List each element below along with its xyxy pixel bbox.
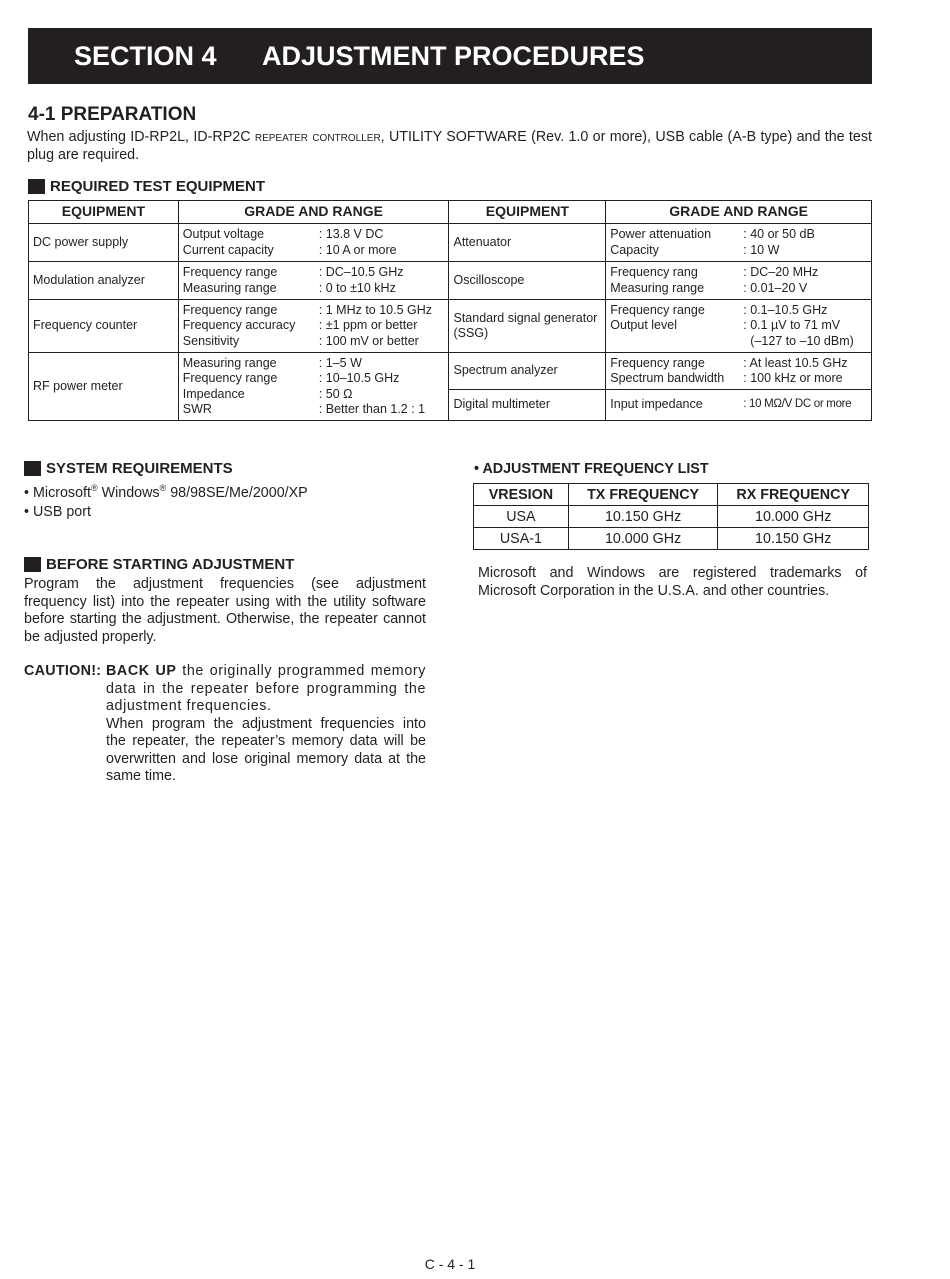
equipment-name: Frequency counter (29, 300, 179, 353)
section-title: ADJUSTMENT PROCEDURES (262, 41, 645, 71)
equipment-specs: Measuring range : 1–5 W Frequency range : 10–10.5 GHz Impedance : 50 Ω SWR : Better than 1.2 : 1 (178, 353, 449, 421)
caution-label: CAUTION!: (24, 663, 102, 679)
list-item: • USB port (24, 503, 91, 520)
caution-paragraph: BACK UP the originally programmed memory data in the repeater before programming the adjustment frequencies. (106, 663, 426, 714)
column-header: EQUIPMENT (449, 201, 606, 224)
trademark-note: Microsoft and Windows are registered trademarks of Microsoft Corporation in the U.S.A. and other countries. (478, 565, 867, 599)
table-row (29, 353, 872, 390)
column-header: GRADE AND RANGE (606, 201, 872, 224)
equipment-specs: Frequency rang : DC–20 MHz Measuring range : 0.01–20 V (606, 262, 872, 300)
equipment-name: Oscilloscope (449, 262, 606, 300)
table-row (29, 300, 872, 353)
column-header: TX FREQUENCY (568, 484, 718, 506)
equipment-name: Digital multimeter (449, 390, 606, 421)
equipment-specs: Output voltage : 13.8 V DC Current capacity : 10 A or more (178, 224, 449, 262)
column-header: RX FREQUENCY (718, 484, 869, 506)
section-banner (28, 28, 872, 84)
system-requirements-heading: SYSTEM REQUIREMENTS (24, 460, 233, 477)
frequency-header-row (474, 484, 869, 506)
column-header: VRESION (474, 484, 569, 506)
section-number: SECTION 4 (74, 41, 217, 71)
caution-block (24, 663, 426, 786)
frequency-list-heading: • ADJUSTMENT FREQUENCY LIST (474, 461, 709, 477)
equipment-specs: Power attenuation : 40 or 50 dB Capacity : 10 W (606, 224, 872, 262)
equipment-specs: Frequency range : 1 MHz to 10.5 GHz Frequency accuracy : ±1 ppm or better Sensitivity : 100 mV or better (178, 300, 449, 353)
square-bullet-icon (24, 461, 41, 476)
equipment-table (28, 200, 872, 421)
equipment-header-row (29, 201, 872, 224)
table-row (29, 262, 872, 300)
preparation-intro: When adjusting ID-RP2L, ID-RP2C repeater controller, UTILITY SOFTWARE (Rev. 1.0 or more), USB cable (A-B type) and the test plug are required. (27, 129, 872, 163)
page-number: C - 4 - 1 (424, 1256, 476, 1272)
table-row (29, 224, 872, 262)
column-header: GRADE AND RANGE (178, 201, 449, 224)
equipment-specs: Frequency range Output level : 0.1–10.5 GHz : 0.1 µV to 71 mV (–127 to –10 dBm) (606, 300, 872, 353)
table-cell: 10.000 GHz (718, 506, 869, 528)
equipment-name: Standard signal generator (SSG) (449, 300, 606, 353)
equipment-name: RF power meter (29, 353, 179, 421)
before-adjustment-heading: BEFORE STARTING ADJUSTMENT (24, 556, 294, 573)
table-cell: USA (474, 506, 569, 528)
table-cell: 10.150 GHz (718, 528, 869, 550)
column-header: EQUIPMENT (29, 201, 179, 224)
caution-paragraph: When program the adjustment frequencies into the repeater, the repeater’s memory data will be overwritten and lose original memory data at the same time. (106, 715, 426, 784)
square-bullet-icon (28, 179, 45, 194)
equipment-name: DC power supply (29, 224, 179, 262)
table-row (474, 506, 869, 528)
frequency-list-table (473, 483, 869, 550)
table-cell: 10.150 GHz (568, 506, 718, 528)
equipment-specs: Input impedance : 10 MΩ/V DC or more (606, 390, 872, 421)
table-row (474, 528, 869, 550)
square-bullet-icon (24, 557, 41, 572)
equipment-specs: Frequency range : At least 10.5 GHz Spectrum bandwidth : 100 kHz or more (606, 353, 872, 390)
table-cell: 10.000 GHz (568, 528, 718, 550)
preparation-heading: 4-1 PREPARATION (28, 104, 197, 125)
before-adjustment-text: Program the adjustment frequencies (see adjustment frequency list) into the repeater using with the utility software before starting the adjustment. Otherwise, the repeater cannot be adjusted properly. (24, 576, 426, 645)
equipment-specs: Frequency range : DC–10.5 GHz Measuring range : 0 to ±10 kHz (178, 262, 449, 300)
equipment-heading: REQUIRED TEST EQUIPMENT (28, 178, 265, 195)
list-item: • Microsoft® Windows® 98/98SE/Me/2000/XP (24, 483, 308, 501)
equipment-name: Spectrum analyzer (449, 353, 606, 390)
system-requirements-list (24, 479, 308, 522)
equipment-name: Attenuator (449, 224, 606, 262)
equipment-name: Modulation analyzer (29, 262, 179, 300)
table-cell: USA-1 (474, 528, 569, 550)
